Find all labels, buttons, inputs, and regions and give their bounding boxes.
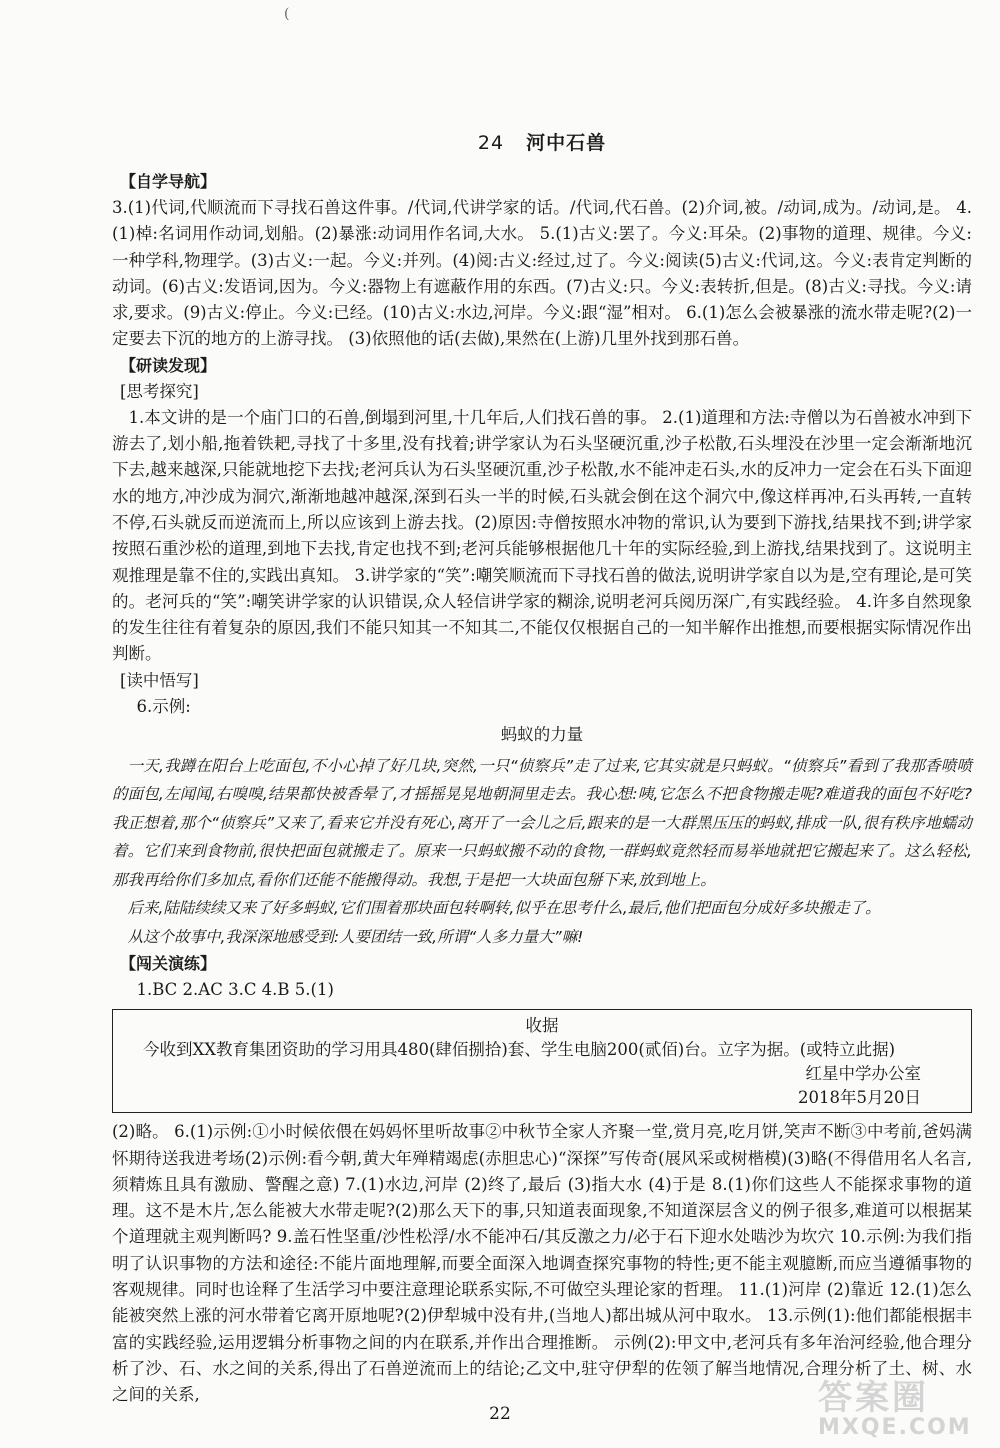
sikao-label: [思考探究]	[120, 381, 199, 401]
zixue-answers: 3.(1)代词,代顺流而下寻找石兽这件事。/代词,代讲学家的话。/代词,代石兽。(2)介词,被。/动词,成为。/动词,是。 4.(1)棹:名词用作动词,划船。(2)暴涨:动词用作名词,大水。 5.(1)古义:罢了。今义:耳朵。(2)事物的道理、规律。今义:一种学科,物理学。(3)古义:一起。今义:并列。(4)阅:古义:经过,过了。今义:阅读(5)古义:代词,这。今义:表肯定判断的动词。(6)古义:发语词,因为。今义:器物上有遮蔽作用的东西。(7)古义:只。今义:表转折,但是。(8)古义:寻找。今义:请求,要求。(9)古义:停止。今义:已经。(10)古义:水边,河岸。今义:跟“湿”相对。 6.(1)怎么会被暴涨的流水带走呢?(2)一定要去下沉的地方的上游寻找。 (3)依照他的话(去做),果然在(上游)几里外找到那石兽。	[112, 198, 972, 349]
section-chuangguan-heading: 【闯关演练】	[120, 954, 217, 974]
essay-paragraph: 一天,我蹲在阳台上吃面包,不小心掉了好几块,突然,一只“侦察兵”走了过来,它其实就是只蚂蚁。“侦察兵”看到了我那香喷喷的面包,左闻闻,右嗅嗅,结果都快被香晕了,才摇摇晃晃地朝洞里走去。我心想:咦,它怎么不把食物搬走呢?难道我的面包不好吃?我正想着,那个“侦察兵”又来了,看来它并没有死心,离开了一会儿之后,跟来的是一大群黑压压的蚂蚁,排成一队,很有秩序地蠕动着。它们来到食物前,很快把面包就搬走了。原来一只蚂蚁搬不动的食物,一群蚂蚁竟然轻而易举地就把它搬起来了。这么轻松,那我再给你们多加点,看你们还能不能搬得动。我想,于是把一大块面包掰下来,放到地上。	[112, 756, 972, 889]
receipt-title: 收据	[525, 1016, 559, 1036]
section-yandu-heading: 【研读发现】	[120, 355, 217, 375]
essay-paragraph: 后来,陆陆续续又来了好多蚂蚁,它们围着那块面包转啊转,似乎在思考什么,最后,他们把面包分成好多块搬走了。	[127, 899, 881, 918]
watermark-logo	[818, 1370, 988, 1442]
essay-title: 蚂蚁的力量	[500, 724, 584, 744]
watermark-url: MXQE.COM	[818, 1415, 972, 1440]
page-number: 22	[489, 1404, 511, 1424]
receipt-date: 2018年5月20日	[798, 1088, 921, 1108]
duzhong-label: [读中悟写]	[120, 670, 199, 690]
essay-paragraph: 从这个故事中,我深深地感受到:人要团结一致,所谓“人多力量大”嘛!	[127, 927, 584, 946]
sikao-answers: 1.本文讲的是一个庙门口的石兽,倒塌到河里,十几年后,人们找石兽的事。 2.(1)道理和方法:寺僧以为石兽被水冲到下游去了,划小船,拖着铁耙,寻找了十多里,没有找着;讲学家认为石头坚硬沉重,沙子松散,石头埋没在沙里一定会渐渐地沉下去,越来越深,只能就地挖下去找;老河兵认为石头坚硬沉重,沙子松散,水不能冲走石头,水的反冲力一定会在石头下面迎水的地方,冲沙成为洞穴,渐渐地越冲越深,深到石头一半的时候,石头就会倒在这个洞穴中,像这样再冲,石头再转,一直转不停,石头就反而逆流而上,所以应该到上游去找。(2)原因:寺僧按照水冲物的常识,认为要到下游找,结果找不到;讲学家按照石重沙松的道理,到地下去找,肯定也找不到;老河兵能够根据他几十年的实际经验,到上游找,结果找到了。这说明主观推理是靠不住的,实践出真知。 3.讲学家的“笑”:嘲笑顺流而下寻找石兽的做法,说明讲学家自以为是,空有理论,是可笑的。老河兵的“笑”:嘲笑讲学家的认识错误,众人轻信讲学家的糊涂,说明老河兵阅历深广,有实践经验。 4.许多自然现象的发生往往有着复杂的原因,我们不能只知其一不知其二,不能仅仅根据自己的一知半解作出推想,而要根据实际情况作出判断。	[112, 407, 972, 664]
choice-answers: 1.BC 2.AC 3.C 4.B 5.(1)	[136, 980, 334, 1000]
margin-mark: (	[284, 6, 290, 22]
example-label: 6.示例:	[136, 696, 191, 716]
lesson-title	[112, 128, 972, 155]
lesson-name: 河中石兽	[526, 132, 607, 154]
receipt-org: 红星中学办公室	[805, 1064, 921, 1084]
receipt-body: 今收到XX教育集团资助的学习用具480(肆佰捌拾)套、学生电脑200(贰佰)台。立字为据。(或特立此据)	[143, 1040, 896, 1060]
watermark-text: 答案圈	[818, 1378, 929, 1418]
page-content	[112, 128, 972, 1409]
final-answers: (2)略。 6.(1)示例:①小时候依偎在妈妈怀里听故事②中秋节全家人齐聚一堂,赏月亮,吃月饼,笑声不断③中考前,爸妈满怀期待送我进考场(2)示例:看今朝,黄大年殚精竭虑(赤胆忠心)“深探”写传奇(展风采或树楷模)(3)略(不得借用名人名言,须精炼且具有激励、警醒之意) 7.(1)水边,河岸 (2)终了,最后 (3)指大水 (4)于是 8.(1)你们这些人不能探求事物的道理。这不是木片,怎么能被大水带走呢?(2)那么天下的事,只知道表面现象,不知道深层含义的例子很多,难道可以根据某个道理就主观判断吗? 9.盖石性坚重/沙性松浮/水不能冲石/其反激之力/必于石下迎水处啮沙为坎穴 10.示例:为我们指明了认识事物的方法和途径:不能片面地理解,而要全面深入地调查探究事物的特性;更不能主观臆断,而应当遵循事物的客观规律。同时也诠释了生活学习中要注意理论联系实际,不可做空头理论家的哲理。 11.(1)河岸 (2)靠近 12.(1)怎么能被突然上涨的河水带着它离开原地呢?(2)伊犁城中没有井,(当地人)都出城从河中取水。 13.示例(1):他们都能根据丰富的实践经验,运用逻辑分析事物之间的内在联系,并作出合理推断。 示例(2):甲文中,老河兵有多年治河经验,他合理分析了沙、石、水之间的关系,得出了石兽逆流而上的结论;乙文中,驻守伊犁的佐领了解当地情况,合理分析了土、树、水之间的关系,	[112, 1122, 972, 1405]
section-zixue-heading: 【自学导航】	[120, 172, 217, 191]
lesson-number: 24	[477, 132, 505, 154]
receipt-box	[112, 1009, 972, 1113]
